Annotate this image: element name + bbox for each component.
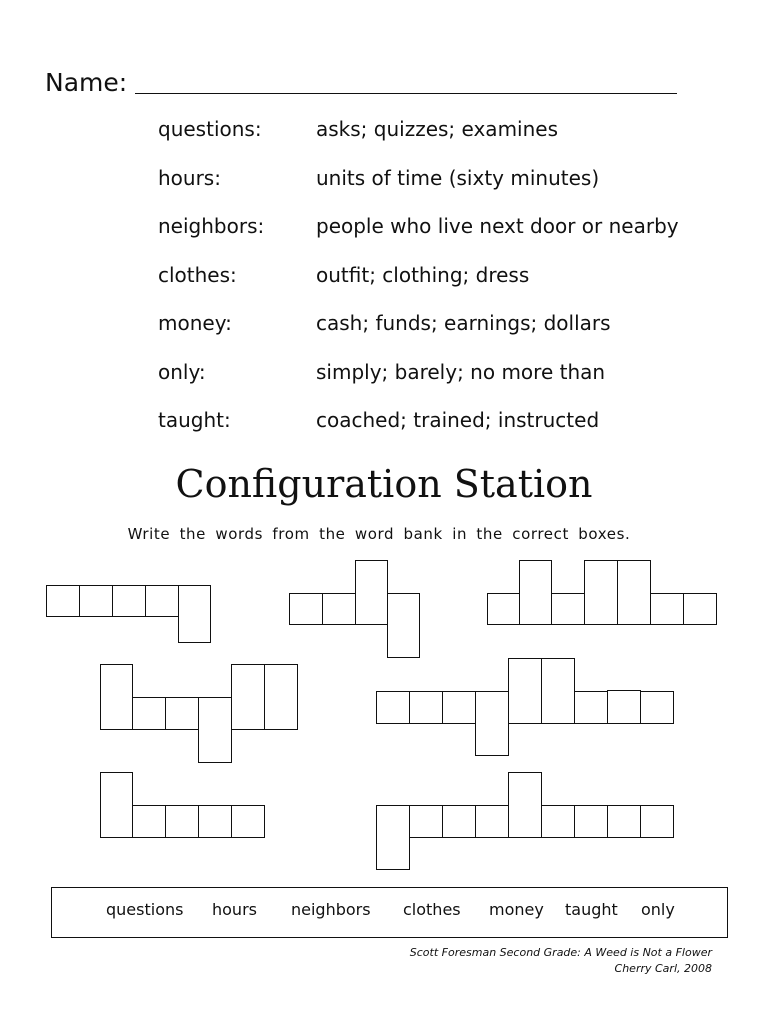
definition-meaning: coached; trained; instructed xyxy=(316,408,600,432)
letter-box[interactable] xyxy=(132,697,166,730)
letter-box[interactable] xyxy=(198,697,232,763)
word-bank xyxy=(51,887,728,938)
letter-box[interactable] xyxy=(178,585,211,643)
definition-word: money: xyxy=(158,311,232,335)
definition-word: neighbors: xyxy=(158,214,265,238)
letter-box[interactable] xyxy=(289,593,323,625)
word-bank-item: hours xyxy=(212,900,257,919)
letter-box[interactable] xyxy=(508,772,542,838)
definition-meaning: people who live next door or nearby xyxy=(316,214,679,238)
letter-box[interactable] xyxy=(264,664,298,730)
author-credit: Cherry Carl, 2008 xyxy=(614,962,712,975)
source-credit: Scott Foresman Second Grade: A Weed is Not a Flower xyxy=(409,946,712,959)
letter-box[interactable] xyxy=(165,697,199,730)
name-label: Name: xyxy=(45,68,128,97)
word-bank-item: clothes xyxy=(403,900,461,919)
word-bank-item: questions xyxy=(106,900,184,919)
letter-box[interactable] xyxy=(145,585,179,617)
letter-box[interactable] xyxy=(574,691,608,724)
word-bank-item: only xyxy=(641,900,675,919)
letter-box[interactable] xyxy=(79,585,113,617)
letter-box[interactable] xyxy=(607,690,641,724)
letter-box[interactable] xyxy=(376,805,410,870)
definition-meaning: units of time (sixty minutes) xyxy=(316,166,600,190)
letter-box[interactable] xyxy=(46,585,80,617)
definition-meaning: asks; quizzes; examines xyxy=(316,117,559,141)
word-bank-item: money xyxy=(489,900,544,919)
letter-box[interactable] xyxy=(487,593,520,625)
letter-box[interactable] xyxy=(322,593,356,625)
word-bank-item: neighbors xyxy=(291,900,371,919)
letter-box[interactable] xyxy=(508,658,542,724)
definition-word: clothes: xyxy=(158,263,237,287)
letter-box[interactable] xyxy=(640,691,674,724)
letter-box[interactable] xyxy=(574,805,608,838)
letter-box[interactable] xyxy=(387,593,420,658)
definition-word: hours: xyxy=(158,166,221,190)
letter-box[interactable] xyxy=(376,691,410,724)
letter-box[interactable] xyxy=(100,772,133,838)
instructions-text: Write the words from the word bank in the correct boxes. xyxy=(127,525,631,543)
definition-meaning: outfit; clothing; dress xyxy=(316,263,530,287)
letter-box[interactable] xyxy=(617,560,651,625)
definition-word: only: xyxy=(158,360,206,384)
letter-box[interactable] xyxy=(541,658,575,724)
letter-box[interactable] xyxy=(551,593,585,625)
definition-meaning: cash; funds; earnings; dollars xyxy=(316,311,611,335)
letter-box[interactable] xyxy=(132,805,166,838)
letter-box[interactable] xyxy=(519,560,552,625)
letter-box[interactable] xyxy=(475,805,509,838)
letter-box[interactable] xyxy=(100,664,133,730)
letter-box[interactable] xyxy=(231,805,265,838)
definition-word: taught: xyxy=(158,408,231,432)
letter-box[interactable] xyxy=(442,691,476,724)
letter-box[interactable] xyxy=(541,805,575,838)
letter-box[interactable] xyxy=(650,593,684,625)
definition-meaning: simply; barely; no more than xyxy=(316,360,606,384)
page-title: Configuration Station xyxy=(175,462,593,506)
letter-box[interactable] xyxy=(198,805,232,838)
letter-box[interactable] xyxy=(231,664,265,730)
letter-box[interactable] xyxy=(584,560,618,625)
definition-word: questions: xyxy=(158,117,262,141)
letter-box[interactable] xyxy=(112,585,146,617)
letter-box[interactable] xyxy=(475,691,509,756)
letter-box[interactable] xyxy=(640,805,674,838)
letter-box[interactable] xyxy=(165,805,199,838)
letter-box[interactable] xyxy=(442,805,476,838)
letter-box[interactable] xyxy=(607,805,641,838)
name-line[interactable] xyxy=(135,93,677,94)
word-bank-item: taught xyxy=(565,900,618,919)
letter-box[interactable] xyxy=(355,560,388,625)
letter-box[interactable] xyxy=(683,593,717,625)
letter-box[interactable] xyxy=(409,805,443,838)
letter-box[interactable] xyxy=(409,691,443,724)
